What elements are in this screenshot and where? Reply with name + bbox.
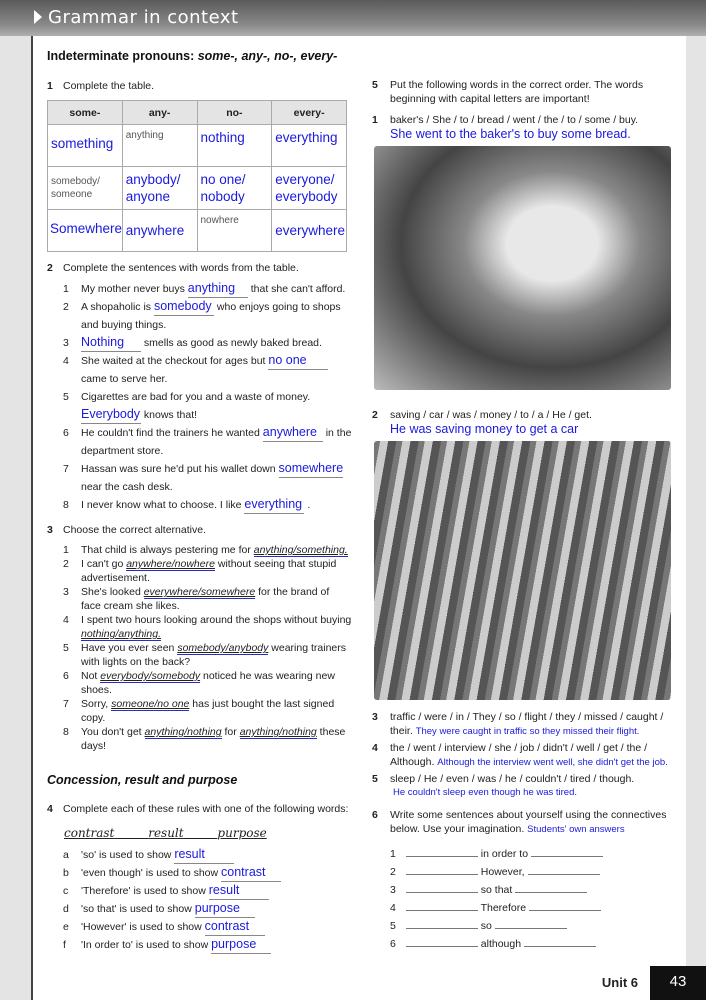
page-header bbox=[0, 0, 706, 36]
ex5-instruction bbox=[372, 78, 672, 106]
item-text: . bbox=[307, 499, 311, 511]
ex2-items bbox=[47, 280, 352, 514]
answer: Nothing bbox=[81, 335, 125, 349]
connective: so that bbox=[480, 884, 513, 896]
section-title-italic: some-, any-, no-, every- bbox=[197, 49, 338, 63]
list-item bbox=[47, 882, 352, 900]
word: purpose bbox=[217, 826, 267, 840]
cell: anything bbox=[122, 125, 197, 167]
photo-traffic-jam bbox=[374, 441, 671, 700]
left-margin bbox=[0, 0, 33, 1000]
cell-answer: Somewhere bbox=[48, 210, 123, 252]
cell-answer: nothing bbox=[197, 125, 272, 167]
alternatives: someone/no one bbox=[111, 698, 190, 710]
connective: although bbox=[480, 938, 522, 950]
answer: Students' own answers bbox=[527, 824, 625, 835]
left-column bbox=[47, 49, 352, 954]
item-num: 1 bbox=[63, 283, 69, 295]
item-num: 4 bbox=[372, 742, 378, 754]
alternatives: everywhere/somewhere bbox=[143, 586, 256, 598]
answer-blank bbox=[188, 281, 248, 298]
ex-text: Put the following words in the correct order. The words beginning with capital letters are important! bbox=[390, 79, 644, 105]
item-text: wearing trainers with lights on the back? bbox=[81, 642, 346, 668]
item-num: 5 bbox=[63, 391, 69, 403]
list-item bbox=[47, 460, 352, 496]
list-item bbox=[372, 881, 672, 899]
list-item bbox=[47, 613, 352, 641]
item-num: 8 bbox=[63, 726, 69, 738]
item-text: for bbox=[221, 726, 240, 738]
item-num: 6 bbox=[63, 670, 69, 682]
answer-blank bbox=[221, 865, 281, 882]
blank-line bbox=[528, 866, 600, 875]
answer-blank bbox=[81, 407, 141, 424]
list-item bbox=[47, 900, 352, 918]
cell-answer: everything bbox=[272, 125, 347, 167]
item-text: in the department store. bbox=[81, 427, 352, 457]
ex-num: 4 bbox=[47, 803, 53, 815]
item-text: He couldn't find the trainers he wanted bbox=[81, 427, 260, 439]
alternatives: anything/nothing bbox=[144, 726, 222, 738]
scrambled-words: saving / car / was / money / to / a / He / get. bbox=[390, 409, 592, 421]
scrambled-words: traffic / were / in / They / so / flight / they / missed / caught / their. bbox=[390, 711, 664, 737]
item-num: 7 bbox=[63, 698, 69, 710]
answer: purpose bbox=[211, 937, 257, 951]
item-num: 7 bbox=[63, 463, 69, 475]
list-item bbox=[372, 113, 672, 142]
alternatives: everybody/somebody bbox=[100, 670, 201, 682]
item-letter: d bbox=[63, 903, 69, 915]
ex3-items bbox=[47, 543, 352, 753]
list-item bbox=[47, 641, 352, 669]
item-num: 1 bbox=[390, 848, 396, 860]
connective: However, bbox=[480, 866, 525, 878]
th: no- bbox=[197, 101, 272, 125]
list-item bbox=[47, 864, 352, 882]
cell-answer: no one/ nobody bbox=[197, 167, 272, 210]
alternatives: somebody/anybody bbox=[177, 642, 269, 654]
item-body bbox=[390, 408, 672, 437]
ex-text: Complete the sentences with words from the table. bbox=[63, 262, 299, 274]
item-body bbox=[390, 772, 672, 800]
answer-blank bbox=[174, 847, 234, 864]
section2-title: Concession, result and purpose bbox=[47, 773, 238, 787]
list-item bbox=[372, 863, 672, 881]
unit-label: Unit 6 bbox=[601, 975, 638, 990]
item-text: She's looked bbox=[81, 586, 144, 598]
answer-blank bbox=[263, 425, 323, 442]
ex5-item-slot bbox=[372, 710, 672, 800]
alternatives: anything/nothing bbox=[239, 726, 317, 738]
ex4-instruction bbox=[47, 802, 352, 816]
item-text: Cigarettes are bad for you and a waste of money. bbox=[81, 391, 311, 403]
item-text: that she can't afford. bbox=[250, 283, 346, 295]
list-item bbox=[372, 741, 672, 770]
item-num: 2 bbox=[63, 301, 69, 313]
blank-line bbox=[406, 884, 478, 893]
answer-blank bbox=[244, 497, 304, 514]
answer-blank bbox=[268, 353, 328, 370]
blank-line bbox=[531, 848, 603, 857]
list-item bbox=[47, 585, 352, 613]
answer: Although the interview went well, she didn't get the job. bbox=[437, 757, 668, 768]
item-text: 'even though' is used to show bbox=[81, 867, 219, 879]
pronoun-table bbox=[47, 100, 347, 252]
item-num: 2 bbox=[63, 558, 69, 570]
list-item bbox=[372, 917, 672, 935]
item-num: 5 bbox=[372, 773, 378, 785]
answer: everything bbox=[244, 497, 303, 511]
item-num: 4 bbox=[390, 902, 396, 914]
item-text: these days! bbox=[81, 726, 346, 752]
cell-answer: something bbox=[48, 125, 123, 167]
list-item bbox=[47, 918, 352, 936]
cell-answer: everyone/ everybody bbox=[272, 167, 347, 210]
list-item bbox=[47, 424, 352, 460]
item-body bbox=[390, 113, 672, 142]
word: contrast bbox=[64, 826, 115, 840]
item-text: Hassan was sure he'd put his wallet down bbox=[81, 463, 276, 475]
item-body bbox=[390, 710, 672, 739]
connective: Therefore bbox=[480, 902, 527, 914]
item-num: 3 bbox=[63, 337, 69, 349]
item-num: 1 bbox=[63, 544, 69, 556]
alternatives: anywhere/nowhere bbox=[126, 558, 215, 570]
list-item bbox=[372, 935, 672, 953]
ex6-instruction bbox=[372, 808, 672, 837]
item-letter: a bbox=[63, 849, 69, 861]
answer: anywhere bbox=[262, 425, 317, 439]
answer-blank bbox=[209, 883, 269, 900]
list-item bbox=[47, 669, 352, 697]
ex-text: Complete each of these rules with one of the following words: bbox=[63, 803, 349, 815]
cell-answer: anywhere bbox=[122, 210, 197, 252]
answer: contrast bbox=[221, 865, 266, 879]
answer: no one bbox=[268, 353, 307, 367]
cell: nowhere bbox=[197, 210, 272, 252]
item-num: 8 bbox=[63, 499, 69, 511]
blank-line bbox=[524, 938, 596, 947]
ex-num: 5 bbox=[372, 79, 378, 91]
item-letter: c bbox=[63, 885, 69, 897]
ex6-items bbox=[372, 845, 672, 953]
item-letter: b bbox=[63, 867, 69, 879]
answer: contrast bbox=[204, 919, 250, 933]
list-item bbox=[47, 496, 352, 514]
item-text: I can't go bbox=[81, 558, 127, 570]
answer-blank bbox=[205, 919, 265, 936]
blank-line bbox=[406, 938, 478, 947]
item-body bbox=[390, 741, 672, 770]
item-text: That child is always pestering me for bbox=[81, 544, 254, 556]
blank-line bbox=[406, 902, 478, 911]
list-item bbox=[372, 899, 672, 917]
item-text: 'However' is used to show bbox=[81, 921, 202, 933]
answer: purpose bbox=[194, 901, 240, 915]
answer: somewhere bbox=[278, 461, 344, 475]
scrambled-words: baker's / She / to / bread / went / the / to / some / buy. bbox=[390, 114, 639, 126]
ex-num: 3 bbox=[47, 524, 53, 536]
blank-line bbox=[406, 866, 478, 875]
item-text: Sorry, bbox=[81, 698, 112, 710]
ex-text: Choose the correct alternative. bbox=[63, 524, 206, 536]
item-text: without seeing that stupid advertisement. bbox=[81, 558, 337, 584]
alternatives: nothing/anything. bbox=[81, 628, 161, 640]
list-item bbox=[47, 352, 352, 388]
answer: result bbox=[174, 847, 205, 861]
connective: so bbox=[480, 920, 492, 932]
blank-line bbox=[515, 884, 587, 893]
section-title-text: Indeterminate pronouns: bbox=[47, 49, 198, 63]
ex2-instruction bbox=[47, 261, 352, 275]
connective: in order to bbox=[480, 848, 529, 860]
ex5-item-slot bbox=[372, 408, 672, 437]
answer: anything bbox=[187, 281, 236, 295]
list-item bbox=[47, 936, 352, 954]
photo-man-in-car bbox=[374, 146, 671, 390]
blank-line bbox=[495, 920, 567, 929]
answer-blank bbox=[195, 901, 255, 918]
right-margin bbox=[686, 0, 706, 1000]
alternatives: anything/something. bbox=[253, 544, 348, 556]
item-text: noticed he was wearing new shoes. bbox=[81, 670, 335, 696]
answer: Everybody bbox=[81, 407, 141, 421]
cell-answer: everywhere bbox=[272, 210, 347, 252]
item-num: 6 bbox=[390, 938, 396, 950]
item-text: 'so that' is used to show bbox=[81, 903, 192, 915]
item-text: has just bought the last signed copy. bbox=[81, 698, 335, 724]
item-text: I never know what to choose. I like bbox=[81, 499, 242, 511]
item-num: 3 bbox=[63, 586, 69, 598]
th: every- bbox=[272, 101, 347, 125]
answer: result bbox=[208, 883, 240, 897]
ex-text: Complete the table. bbox=[63, 80, 155, 92]
list-item bbox=[47, 388, 352, 424]
item-num: 2 bbox=[372, 409, 378, 421]
th: some- bbox=[48, 101, 123, 125]
item-num: 1 bbox=[372, 114, 378, 126]
item-num: 3 bbox=[390, 884, 396, 896]
item-text: for the brand of face cream she likes. bbox=[81, 586, 330, 612]
item-letter: e bbox=[63, 921, 69, 933]
scrambled-words: sleep / He / even / was / he / couldn't / tired / though. bbox=[390, 773, 635, 785]
ex-num: 1 bbox=[47, 80, 53, 92]
item-text: 'Therefore' is used to show bbox=[81, 885, 206, 897]
item-num: 4 bbox=[63, 355, 69, 367]
cell-answer: anybody/ anyone bbox=[122, 167, 197, 210]
right-column bbox=[372, 78, 672, 953]
answer: She went to the baker's to buy some bread. bbox=[390, 127, 631, 141]
list-item bbox=[372, 845, 672, 863]
item-num: 2 bbox=[390, 866, 396, 878]
item-text: knows that! bbox=[143, 409, 198, 421]
answer-blank bbox=[154, 299, 214, 316]
ex-text: Write some sentences about yourself using the connectives below. Use your imagination. bbox=[390, 809, 667, 835]
answer-blank bbox=[279, 461, 344, 478]
triangle-icon bbox=[34, 10, 42, 24]
list-item bbox=[47, 557, 352, 585]
item-text: came to serve her. bbox=[81, 373, 168, 385]
list-item bbox=[47, 280, 352, 298]
item-num: 5 bbox=[63, 642, 69, 654]
list-item bbox=[47, 543, 352, 557]
list-item bbox=[47, 725, 352, 753]
item-text: My mother never buys bbox=[81, 283, 185, 295]
page-number: 43 bbox=[650, 966, 706, 1000]
answer-blank bbox=[211, 937, 271, 954]
ex-num: 6 bbox=[372, 809, 378, 821]
item-num: 3 bbox=[372, 711, 378, 723]
answer: He couldn't sleep even though he was tired. bbox=[393, 787, 578, 798]
ex4-items bbox=[47, 846, 352, 954]
item-num: 4 bbox=[63, 614, 69, 626]
item-text: I spent two hours looking around the shops without buying bbox=[81, 614, 352, 626]
item-text: Not bbox=[81, 670, 101, 682]
list-item bbox=[47, 846, 352, 864]
section-title bbox=[47, 49, 352, 64]
ex3-instruction bbox=[47, 523, 352, 537]
list-item bbox=[372, 772, 672, 800]
list-item bbox=[47, 298, 352, 334]
cell: somebody/ someone bbox=[48, 167, 123, 210]
item-num: 6 bbox=[63, 427, 69, 439]
item-text: 'so' is used to show bbox=[81, 849, 172, 861]
blank-line bbox=[406, 848, 478, 857]
list-item bbox=[47, 697, 352, 725]
item-text: near the cash desk. bbox=[81, 481, 173, 493]
list-item bbox=[47, 334, 352, 352]
answer-blank bbox=[81, 335, 141, 352]
blank-line bbox=[406, 920, 478, 929]
scrambled-words: the / went / interview / she / job / didn't / well / get / the / Although. bbox=[390, 742, 648, 768]
header-title: Grammar in context bbox=[48, 7, 239, 28]
item-text: smells as good as newly baked bread. bbox=[143, 337, 322, 349]
ex1-instruction bbox=[47, 79, 352, 93]
item-text: You don't get bbox=[81, 726, 145, 738]
item-text: 'In order to' is used to show bbox=[81, 939, 209, 951]
th: any- bbox=[122, 101, 197, 125]
list-item bbox=[372, 408, 672, 437]
blank-line bbox=[529, 902, 601, 911]
ex-num: 2 bbox=[47, 262, 53, 274]
item-letter: f bbox=[63, 939, 66, 951]
item-text: who enjoys going to shops and buying things. bbox=[81, 301, 341, 331]
item-text: A shopaholic is bbox=[81, 301, 152, 313]
item-num: 5 bbox=[390, 920, 396, 932]
ex5-item-slot bbox=[372, 113, 672, 142]
word: result bbox=[148, 826, 184, 840]
answer: He was saving money to get a car bbox=[390, 422, 579, 436]
item-text: She waited at the checkout for ages but bbox=[81, 355, 266, 367]
word-box bbox=[64, 825, 352, 841]
answer: They were caught in traffic so they missed their flight. bbox=[415, 726, 640, 737]
item-text: Have you ever seen bbox=[81, 642, 178, 654]
list-item bbox=[372, 710, 672, 739]
answer: somebody bbox=[153, 299, 212, 313]
